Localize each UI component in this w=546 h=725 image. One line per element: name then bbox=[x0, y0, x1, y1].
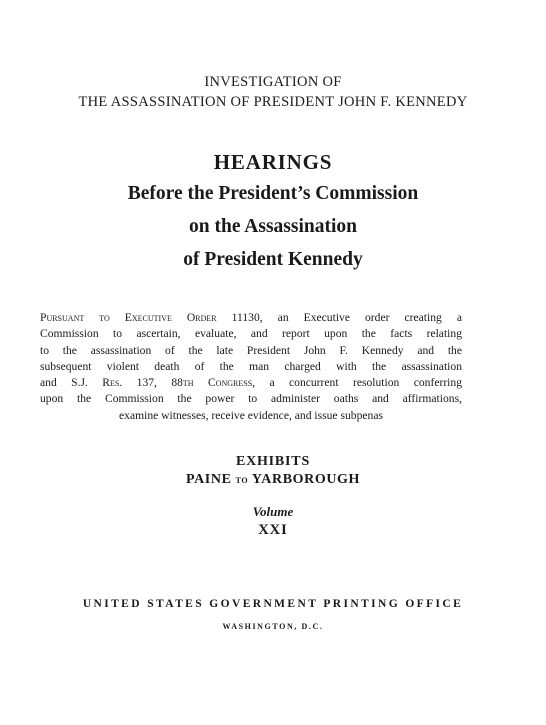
authority-paragraph bbox=[40, 310, 462, 424]
header-line-2: THE ASSASSINATION OF PRESIDENT JOHN F. KENNEDY bbox=[78, 94, 468, 110]
subtitle-line-2: on the Assassination bbox=[189, 216, 357, 237]
exhibits-range-start: PAINE bbox=[185, 472, 232, 487]
header-line-1: INVESTIGATION OF bbox=[204, 74, 342, 90]
volume-number: XXI bbox=[258, 522, 288, 538]
publisher-name: UNITED STATES GOVERNMENT PRINTING OFFICE bbox=[82, 598, 464, 610]
publisher-place: WASHINGTON, D.C. bbox=[222, 622, 324, 631]
authority-line-2: Commission to ascertain, evaluate, and report upon the facts relating bbox=[40, 327, 462, 341]
subtitle-line-3: of President Kennedy bbox=[183, 249, 363, 270]
authority-line-5-congress: 88th Congress bbox=[171, 376, 253, 390]
authority-line-3: to the assassination of the late President John F. Kennedy and the bbox=[40, 343, 462, 357]
exhibits-range-to: to bbox=[235, 474, 249, 486]
page-title: HEARINGS bbox=[213, 150, 333, 174]
exhibits-range-end: YARBOROUGH bbox=[251, 472, 361, 487]
authority-smallcaps-lead: Pursuant to Executive Order bbox=[40, 311, 217, 324]
volume-label: Volume bbox=[252, 504, 294, 519]
authority-line-5-c: , a concurrent resolution conferring bbox=[252, 376, 463, 390]
authority-line-7: examine witnesses, receive evidence, and issue subpenas bbox=[119, 408, 383, 422]
authority-line-1-rest: 11130, an Executive order creating a bbox=[216, 311, 462, 324]
authority-line-6: upon the Commission the power to administer oaths and affirmations, bbox=[40, 392, 462, 406]
authority-line-5-res: Res. bbox=[102, 376, 123, 390]
authority-line-5-b: 137, bbox=[122, 376, 172, 390]
authority-line-4: subsequent violent death of the man charged with the assassination bbox=[40, 359, 462, 373]
authority-line-1 bbox=[40, 310, 462, 326]
subtitle-line-1: Before the President’s Commission bbox=[127, 183, 419, 204]
exhibits-range bbox=[0, 472, 546, 488]
exhibits-heading: EXHIBITS bbox=[235, 454, 311, 469]
authority-line-5-a: and S.J. bbox=[40, 376, 103, 390]
authority-line-5 bbox=[40, 375, 462, 391]
